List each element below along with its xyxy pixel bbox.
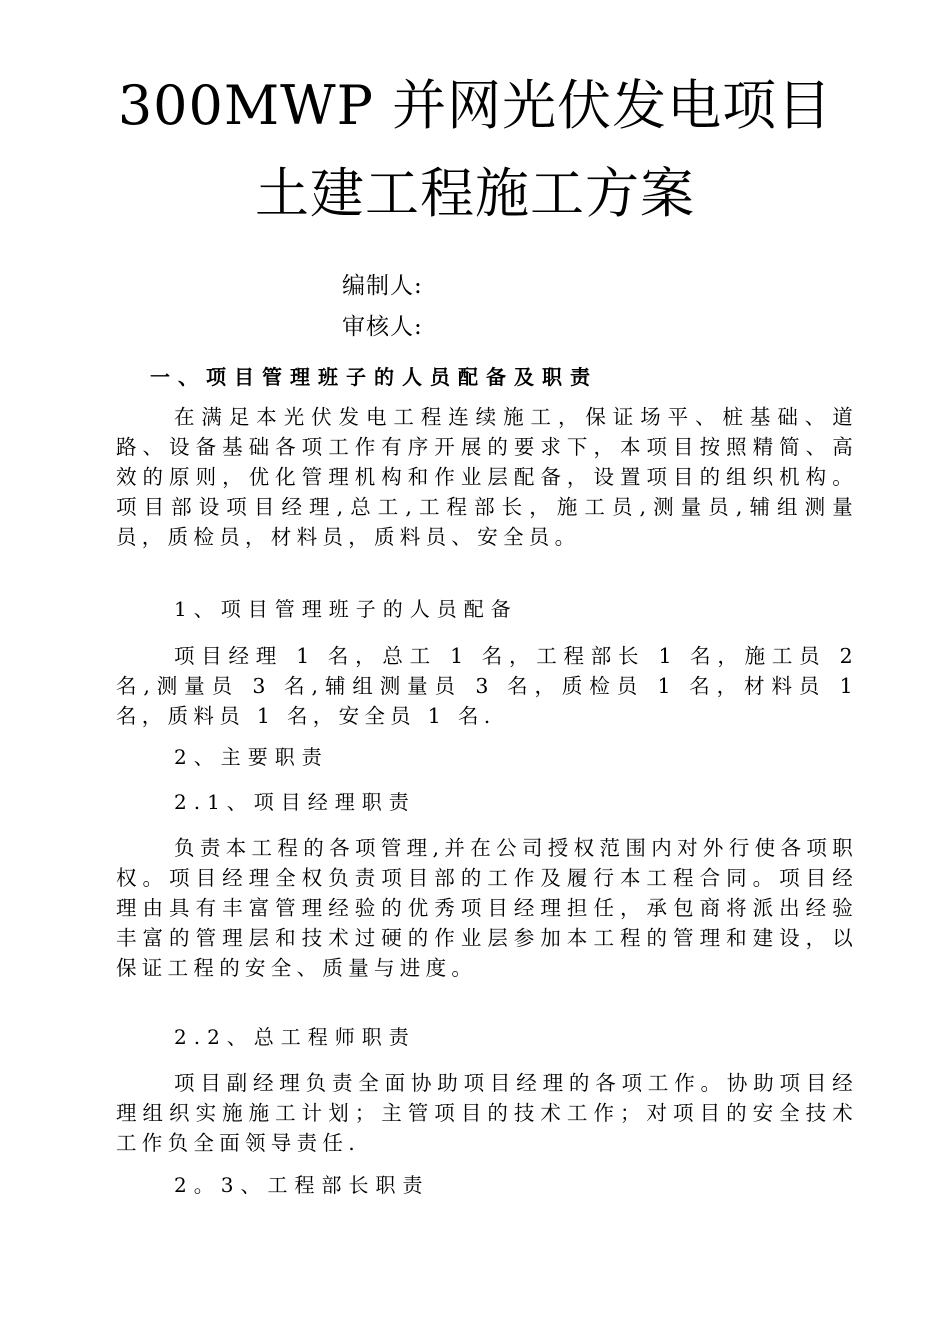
document-title-line2: 土建工程施工方案 <box>255 162 695 225</box>
paragraph-staffing: 项目经理 1 名，总工 1 名，工程部长 1 名，施工员 2 名,测量员 3 名,辅组测量员 3 名，质检员 1 名，材料员 1 名，质料员 1 名，安全员 1 名. <box>116 644 858 728</box>
section-heading-staffing-duties: 一、项目管理班子的人员配备及职责 <box>150 365 598 389</box>
subheading-chief-engineer-duties: 2.2、总工程师职责 <box>174 1025 416 1049</box>
paragraph-chief-engineer-duties: 项目副经理负责全面协助项目经理的各项工作。协助项目经理组织实施施工计划；主管项目的技术工作；对项目的安全技术工作负全面领导责任. <box>116 1071 858 1155</box>
subheading-staffing: 1、项目管理班子的人员配备 <box>174 597 518 621</box>
document-title-line1: 300MWP 并网光伏发电项目 <box>117 74 833 137</box>
subheading-engineering-head-duties: 2。3、工程部长职责 <box>174 1173 430 1197</box>
subheading-pm-duties: 2.1、项目经理职责 <box>174 790 416 814</box>
paragraph-pm-duties: 负责本工程的各项管理,并在公司授权范围内对外行使各项职权。项目经理全权负责项目部的工作及履行本工程合同。项目经理由具有丰富管理经验的优秀项目经理担任，承包商将派出经验丰富的管理层和技术过硬的作业层参加本工程的管理和建设，以保证工程的安全、质量与进度。 <box>116 836 858 980</box>
compiled-by-label: 编制人: <box>342 273 423 299</box>
subheading-main-duties: 2、主要职责 <box>174 745 329 769</box>
paragraph-intro: 在满足本光伏发电工程连续施工，保证场平、桩基础、道路、设备基础各项工作有序开展的要求下，本项目按照精简、高效的原则，优化管理机构和作业层配备，设置项目的组织机构。项目部设项目经理,总工,工程部长，施工员,测量员,辅组测量员，质检员，材料员，质料员、安全员。 <box>116 405 858 549</box>
reviewed-by-label: 审核人: <box>342 314 423 340</box>
